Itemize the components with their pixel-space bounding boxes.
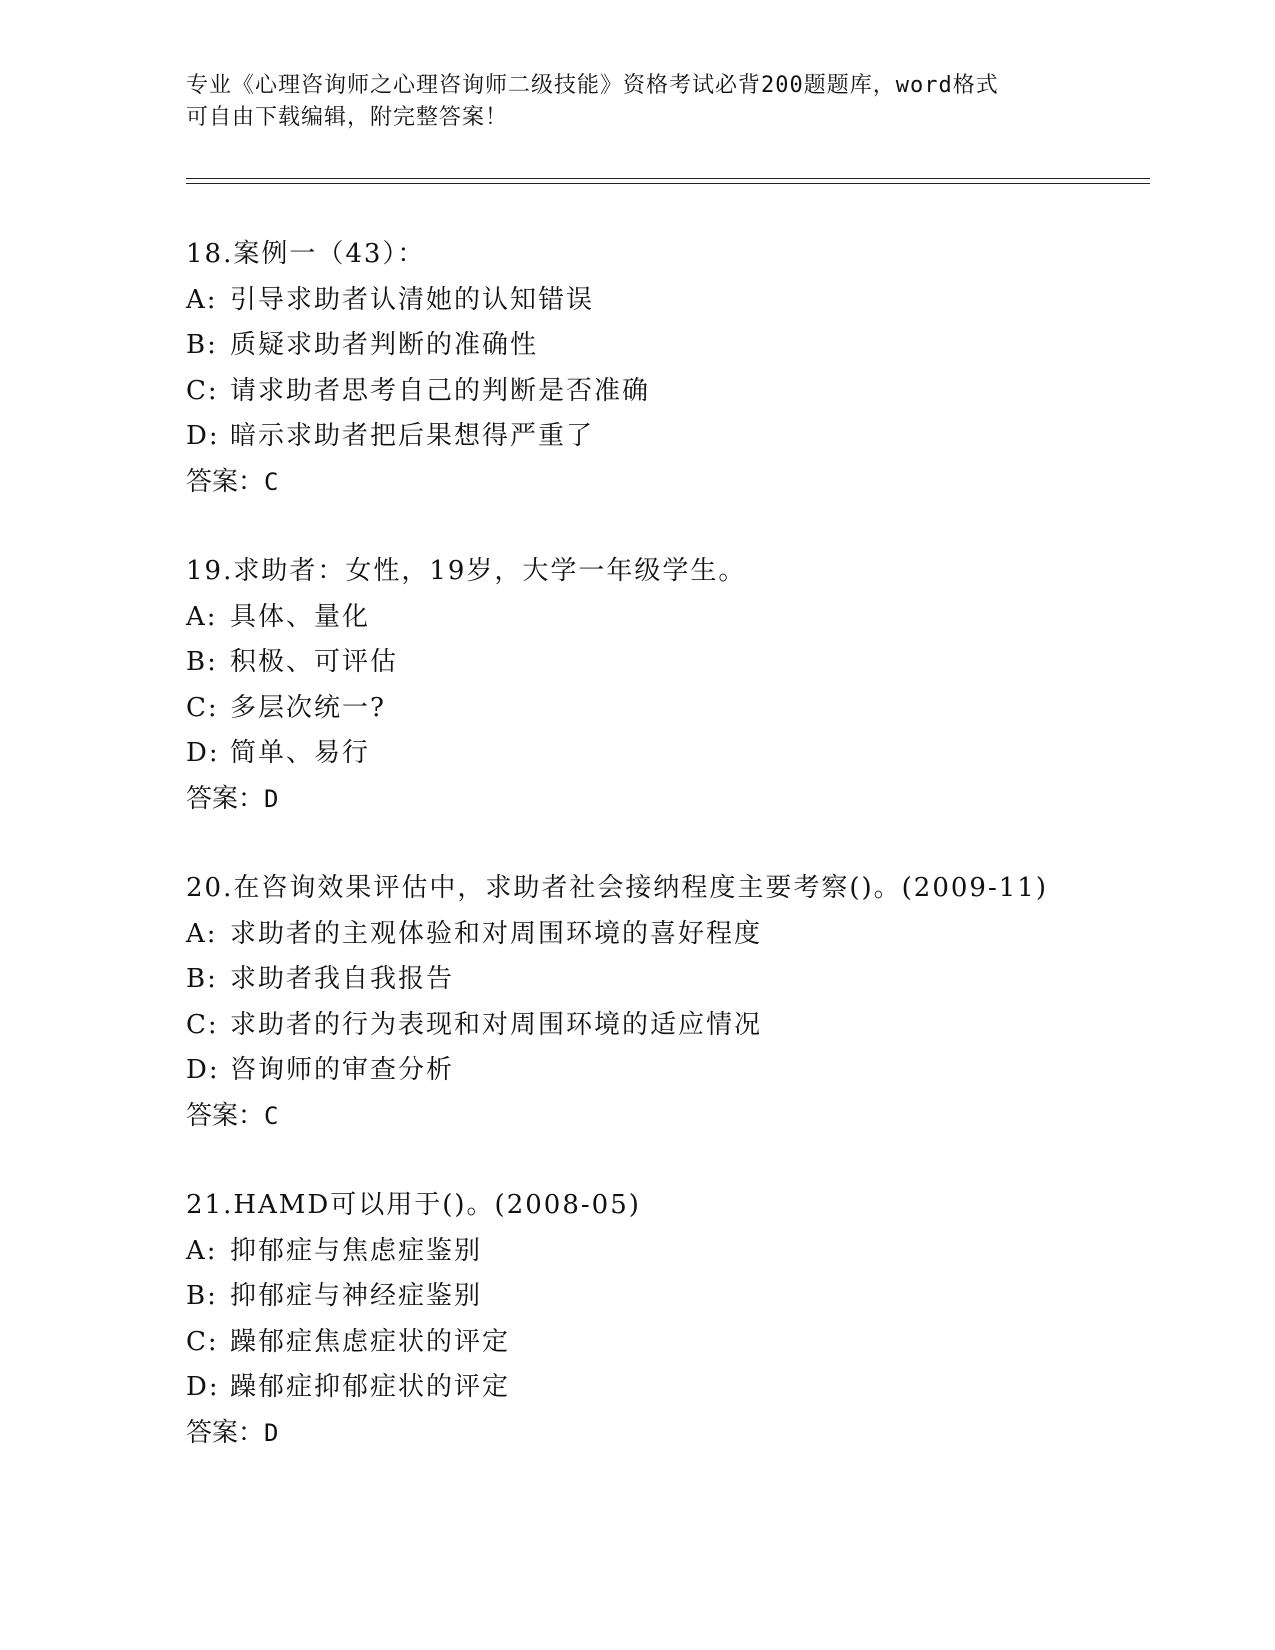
option-text: 躁郁症抑郁症状的评定: [230, 1372, 511, 1402]
header-line-1: 专业《心理咨询师之心理咨询师二级技能》资格考试必背200题题库，word格式: [186, 73, 999, 98]
answer-label: 答案：: [186, 1100, 265, 1131]
option-letter: C:: [186, 692, 219, 723]
option-letter: D:: [186, 1372, 220, 1402]
option-letter: C:: [186, 375, 219, 406]
question-18: [186, 232, 1146, 505]
question-stem: 19.求助者：女性，19岁，大学一年级学生。: [186, 556, 747, 586]
document-header: [186, 70, 1066, 134]
header-divider: [186, 178, 1150, 184]
option-letter: B:: [186, 1281, 218, 1311]
answer-label: 答案：: [186, 466, 265, 497]
option-text: 积极、可评估: [230, 647, 399, 677]
option-text: 躁郁症焦虑症状的评定: [230, 1326, 511, 1357]
option-text: 咨询师的审查分析: [230, 1055, 455, 1085]
option-c: [186, 369, 1146, 415]
option-c: [186, 1320, 1146, 1366]
option-letter: A:: [186, 918, 218, 949]
answer: [186, 1411, 1146, 1457]
option-b: [186, 640, 1146, 686]
option-d: [186, 1365, 1146, 1411]
option-b: [186, 323, 1146, 369]
answer-value: C: [264, 1101, 279, 1130]
question-19: [186, 549, 1146, 822]
question-20: [186, 866, 1146, 1139]
option-c: [186, 1003, 1146, 1049]
option-b: [186, 957, 1146, 1003]
option-b: [186, 1274, 1146, 1320]
option-letter: A:: [186, 284, 218, 315]
option-letter: B:: [186, 964, 218, 994]
question-stem: 18.案例一（43）：: [186, 239, 426, 269]
option-a: [186, 595, 1146, 641]
answer-label: 答案：: [186, 1417, 265, 1448]
option-letter: D:: [186, 1055, 220, 1085]
option-text: 具体、量化: [230, 601, 371, 632]
option-a: [186, 1229, 1146, 1275]
answer-value: C: [264, 467, 279, 496]
option-letter: A:: [186, 601, 218, 632]
option-a: [186, 912, 1146, 958]
question-21: [186, 1183, 1146, 1456]
option-d: [186, 414, 1146, 460]
answer-value: D: [264, 784, 279, 813]
option-text: 请求助者思考自己的判断是否准确: [230, 375, 651, 406]
option-letter: B:: [186, 330, 218, 360]
option-letter: B:: [186, 647, 218, 677]
answer-label: 答案：: [186, 783, 265, 814]
option-text: 求助者的主观体验和对周围环境的喜好程度: [230, 918, 763, 949]
question-stem: 21.HAMD可以用于()。(2008-05): [186, 1190, 641, 1220]
answer: [186, 777, 1146, 823]
option-text: 求助者我自我报告: [230, 964, 455, 994]
answer-value: D: [264, 1418, 279, 1447]
option-d: [186, 731, 1146, 777]
option-text: 抑郁症与焦虑症鉴别: [230, 1235, 483, 1266]
option-letter: D:: [186, 421, 220, 451]
option-letter: D:: [186, 738, 220, 768]
option-text: 求助者的行为表现和对周围环境的适应情况: [230, 1009, 763, 1040]
question-list: [186, 232, 1146, 1500]
option-d: [186, 1048, 1146, 1094]
option-a: [186, 278, 1146, 324]
option-letter: A:: [186, 1235, 218, 1266]
option-c: [186, 686, 1146, 732]
option-text: 抑郁症与神经症鉴别: [230, 1281, 483, 1311]
option-text: 质疑求助者判断的准确性: [230, 330, 539, 360]
option-text: 多层次统一?: [230, 692, 386, 723]
option-text: 简单、易行: [230, 738, 371, 768]
answer: [186, 1094, 1146, 1140]
option-text: 暗示求助者把后果想得严重了: [230, 421, 595, 451]
header-line-2: 可自由下载编辑，附完整答案！: [186, 105, 509, 130]
option-text: 引导求助者认清她的认知错误: [230, 284, 595, 315]
question-stem: 20.在咨询效果评估中，求助者社会接纳程度主要考察()。(2009-11): [186, 873, 1048, 903]
option-letter: C:: [186, 1326, 219, 1357]
option-letter: C:: [186, 1009, 219, 1040]
answer: [186, 460, 1146, 506]
